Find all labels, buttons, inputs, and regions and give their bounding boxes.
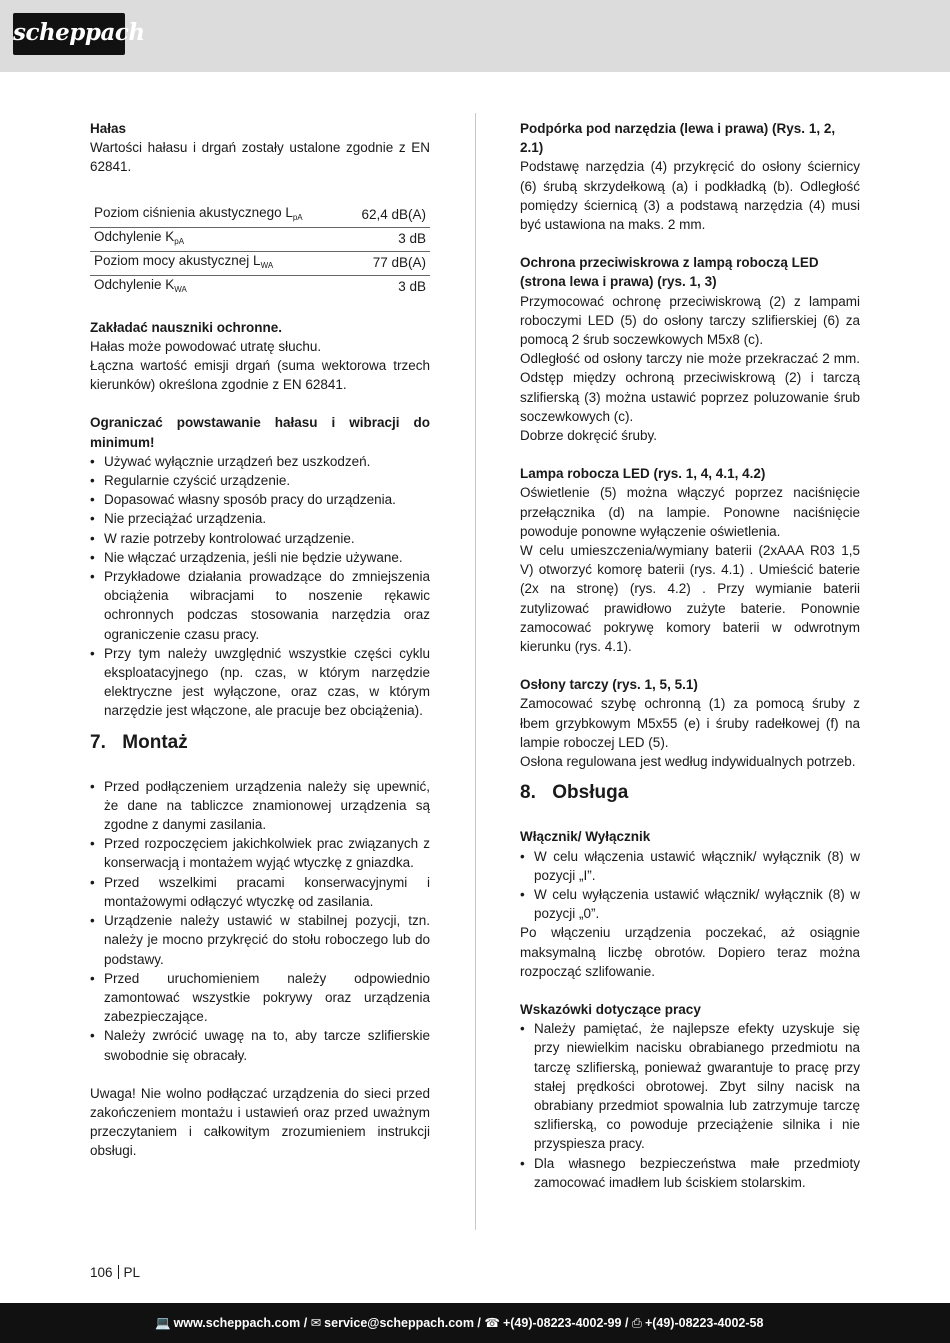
table-row (90, 251, 430, 275)
list-item: • Przed uruchomieniem należy odpowiednio zamontować wszystkie pokrywy oraz urządzenia zabezpieczające. (90, 969, 430, 1027)
wheel-guard-text-1: Zamocować szybę ochronną (1) za pomocą śruby z łbem grzybkowym M5x55 (e) i śruby radełkowej (f) na lampie roboczej LED (5). (520, 696, 860, 750)
wheel-guard-text-2: Osłona regulowana jest według indywidualnych potrzeb. (520, 754, 856, 770)
telephone-icon: ☎ (484, 1316, 500, 1330)
section-7-heading (90, 731, 430, 755)
list-item: • Należy pamiętać, że najlepsze efekty uzyskuje się przy niewielkim nacisku obrabianego przedmiotu na tarczę szlifierską, ponieważ gwarantuje to pracę przy stałej prędkości obrotowej. Zbyt silny nacisk na obrabiany przedmiot spowalnia lub zatrzymuje tarczę szlifierską, co powoduje przeciążenie silnika i nie przyspiesza pracy. (520, 1019, 860, 1153)
spark-guard-text-3: Dobrze dokręcić śruby. (520, 428, 658, 444)
list-item: • Nie przeciążać urządzenia. (90, 509, 430, 528)
list-item: • W celu wyłączenia ustawić włącznik/ wyłącznik (8) w pozycji „0”. (520, 885, 860, 923)
spark-guard-heading: Ochrona przeciwiskrowa z lampą roboczą LED (strona lewa i prawa) (rys. 1, 3) (520, 255, 819, 290)
list-item: • Nie włączać urządzenia, jeśli nie będzie używane. (90, 548, 430, 567)
list-item: • W celu włączenia ustawić włącznik/ wyłącznik (8) w pozycji „I”. (520, 847, 860, 885)
fax-icon: ⎙ (631, 1316, 642, 1330)
switch-text: Po włączeniu urządzenia poczekać, aż osiągnie maksymalną liczbę obrotów. Dopiero teraz można rozpocząć szlifowanie. (520, 925, 860, 979)
list-item: • Dopasować własny sposób pracy do urządzenia. (90, 490, 430, 509)
wheel-guard-heading: Osłony tarczy (rys. 1, 5, 5.1) (520, 677, 698, 693)
envelope-icon: ✉ (310, 1316, 322, 1330)
section-8-heading (520, 781, 860, 805)
assembly-warning: Uwaga! Nie wolno podłączać urządzenia do sieci przed zakończeniem montażu i ustawień oraz przed uważnym przeczytaniem i całkowitym zrozumieniem instrukcji obsługi. (90, 1085, 430, 1159)
table-cell-label: Poziom mocy akustycznej $L_{WA}$ (90, 251, 345, 275)
work-tips-heading: Wskazówki dotyczące pracy (520, 1001, 701, 1017)
led-lamp-text-1: Oświetlenie (5) można włączyć poprzez naciśnięcie przełącznika (d) na lampie. Ponowne naciśnięcie powoduje ponowne wyłączenie oświetlenia. (520, 485, 860, 539)
noise-intro: Wartości hałasu i drgań zostały ustalone zgodnie z EN 62841. (90, 140, 430, 175)
section-7-number: 7. (90, 731, 106, 753)
footer-contacts (155, 1315, 763, 1331)
led-lamp-text-2: W celu umieszczenia/wymiany baterii (2xAAA R03 1,5 V) otworzyć komorę baterii (rys. 4.1) . Umieścić baterie (2x na stronę) (rys. 4.2) . Przy wymianie baterii zutylizować prawidłowo zużyte baterie. Ponownie zamocować pokrywę komory baterii w odwrotnym kierunku (rys. 4.1). (520, 543, 860, 655)
footer-phone: +(49)-08223-4002-99 (502, 1316, 622, 1330)
noise-heading: Hałas (90, 121, 127, 136)
footer-email-link[interactable]: service@scheppach.com (324, 1316, 474, 1330)
footer-web-link[interactable]: www.scheppach.com (173, 1316, 301, 1330)
limit-list (90, 452, 430, 721)
ear-text-1: Hałas może powodować utratę słuchu. (90, 338, 322, 354)
scheppach-logo (13, 13, 145, 55)
table-cell-value: 62,4 dB(A) (345, 204, 430, 228)
ear-protection-heading: Zakładać nauszniki ochronne. (90, 319, 283, 335)
list-item: • Przed wszelkimi pracami konserwacyjnymi i montażowymi odłączyć wtyczkę od zasilania. (90, 873, 430, 911)
table-cell-value: 3 dB (345, 227, 430, 251)
list-item: • Używać wyłącznie urządzeń bez uszkodzeń. (90, 452, 430, 471)
page-number-value: 106 (90, 1265, 113, 1280)
table-cell-label: Poziom ciśnienia akustycznego $L_{pA}$ (90, 204, 345, 228)
logo-text: scheppach (13, 19, 145, 46)
page-number-separator (118, 1265, 119, 1279)
work-tips-list (520, 1019, 860, 1192)
table-row (90, 204, 430, 228)
footer-separator: / (624, 1316, 629, 1330)
tool-rest-text: Podstawę narzędzia (4) przykręcić do osłony ściernicy (6) śrubą skrzydełkową (a) i podkładką (b). Odległość pomiędzy ściernicą (3) a podstawą narzędzia (4) musi być ustawiona na maks. 2 mm. (520, 159, 860, 233)
footer-separator: / (303, 1316, 308, 1330)
column-divider (475, 113, 476, 1230)
table-cell-label: Odchylenie $K_{pA}$ (90, 227, 345, 251)
footer-fax: +(49)-08223-4002-58 (644, 1316, 764, 1330)
list-item: • Dla własnego bezpieczeństwa małe przedmioty zamocować imadłem lub ściskiem stolarskim. (520, 1154, 860, 1192)
list-item: • W razie potrzeby kontrolować urządzenie. (90, 529, 430, 548)
tool-rest-heading: Podpórka pod narzędzia (lewa i prawa) (Rys. 1, 2, 2.1) (520, 121, 836, 156)
table-row (90, 275, 430, 299)
switch-heading: Włącznik/ Wyłącznik (520, 829, 651, 845)
noise-table (90, 204, 430, 299)
right-column (520, 119, 860, 1192)
spark-guard-text-2: Odległość od osłony tarczy nie może przekraczać 2 mm. Odstęp między ochroną przeciwiskrową (2) i tarczą szlifierską (3) można ustawić poprzez poluzowanie śrub soczewkowych (c). (520, 351, 860, 424)
footer-separator: / (477, 1316, 481, 1330)
left-column (90, 119, 430, 1161)
montaz-list (90, 777, 430, 1065)
led-lamp-heading: Lampa robocza LED (rys. 1, 4, 4.1, 4.2) (520, 466, 766, 482)
list-item: • Przed podłączeniem urządzenia należy się upewnić, że dane na tabliczce znamionowej urządzenia są zgodne z danymi zasilania. (90, 777, 430, 835)
switch-list (520, 847, 860, 924)
page-language: PL (123, 1265, 141, 1280)
table-cell-value: 3 dB (398, 279, 426, 295)
ear-text-2: Łączna wartość emisji drgań (suma wektorowa trzech kierunków) określona zgodnie z EN 62841. (90, 358, 430, 393)
section-8-number: 8. (520, 782, 536, 804)
list-item: • Urządzenie należy ustawić w stabilnej pozycji, tzn. należy je mocno przykręcić do stołu roboczego lub do podstawy. (90, 911, 430, 969)
section-8-title: Obsługa (552, 782, 629, 804)
limit-heading: Ograniczać powstawanie hałasu i wibracji do minimum! (90, 415, 430, 450)
list-item: • Przy tym należy uwzględnić wszystkie części cyklu eksploatacyjnego (np. czas, w którym narzędzie elektryczne jest wyłączone, oraz czas, w którym narzędzie jest włączone, ale pracuje bez obciążenia). (90, 644, 430, 721)
table-cell-value: 77 dB(A) (345, 251, 430, 275)
section-7-title: Montaż (122, 731, 188, 753)
list-item: • Regularnie czyścić urządzenie. (90, 471, 430, 490)
computer-icon: 💻 (155, 1316, 171, 1330)
table-row (90, 227, 430, 251)
list-item: • Należy zwrócić uwagę na to, aby tarcze szlifierskie swobodnie się obracały. (90, 1026, 430, 1064)
spark-guard-text-1: Przymocować ochronę przeciwiskrową (2) z lampami roboczymi LED (5) do osłony tarczy szlifierskiej (6) za pomocą 2 śrub soczewkowych M5x8 (c). (520, 293, 860, 348)
page-number (90, 1265, 140, 1280)
list-item: • Przed rozpoczęciem jakichkolwiek prac związanych z konserwacją i montażem wyjąć wtyczkę z gniazdka. (90, 834, 430, 872)
list-item: • Przykładowe działania prowadzące do zmniejszenia obciążenia wibracjami to noszenie rękawic ochronnych podczas stosowania narzędzia oraz ograniczenie czasu pracy. (90, 567, 430, 644)
table-cell-label: Odchylenie $K_{WA}$ (94, 276, 187, 294)
footer-bar (0, 1303, 950, 1343)
header-band (0, 0, 950, 72)
